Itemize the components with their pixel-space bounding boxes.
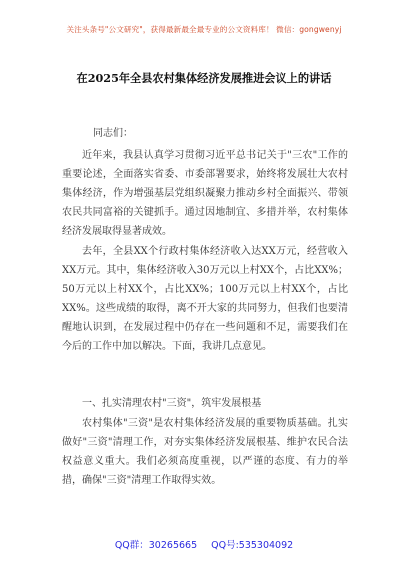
intro-paragraph-1-block bbox=[62, 146, 348, 241]
intro-paragraph-2: 去年，全县XX个行政村集体经济收入达XX万元，经营收入XX万元。其中，集体经济收入30万元以上村XX个，占比XX%；50万元以上村XX个，占比XX%；100万元以上村XX个，占比XX%。这些成绩的取得，离不开大家的共同努力，但我们也要清醒地认识到，在发展过程中仍存在一些问题和不足，需要我们在今后的工作中加以解决。下面，我讲几点意见。 bbox=[62, 246, 348, 353]
document-title: 在2025年全县农村集体经济发展推进会议上的讲话 bbox=[76, 71, 332, 85]
section-1-block bbox=[62, 394, 348, 413]
intro-paragraph-2-block bbox=[62, 242, 348, 357]
contact-footer bbox=[0, 537, 408, 551]
intro-paragraph-1: 近年来，我县认真学习贯彻习近平总书记关于"三农"工作的重要论述，全面落实省委、市委部署要求，始终将发展壮大农村集体经济，作为增强基层党组织凝聚力推动乡村全面振兴、带领农民共同富裕的关键抓手。通过因地制宜、多措并举，农村集体经济发展取得显著成效。 bbox=[62, 150, 348, 238]
section-1-paragraph: 农村集体"三资"是农村集体经济发展的重要物质基础。扎实做好"三资"清理工作，对夯实集体经济发展根基、维护农民合法权益意义重大。我们必须高度重视，以严谨的态度、有力的举措，确保"三资"清理工作取得实效。 bbox=[62, 418, 348, 487]
qq-group-number: QQ群：30265665 bbox=[114, 540, 198, 551]
salutation: 同志们： bbox=[93, 128, 133, 139]
qq-number: QQ号:535304092 bbox=[211, 540, 294, 551]
section-1-heading: 一、扎实清理农村"三资"，筑牢发展根基 bbox=[82, 398, 262, 409]
promo-header: 关注头条号"公文研究"，获得最新最全最专业的公文资料库！ 微信：gongwenyj bbox=[66, 25, 342, 34]
section-1-paragraph-block bbox=[62, 414, 348, 490]
